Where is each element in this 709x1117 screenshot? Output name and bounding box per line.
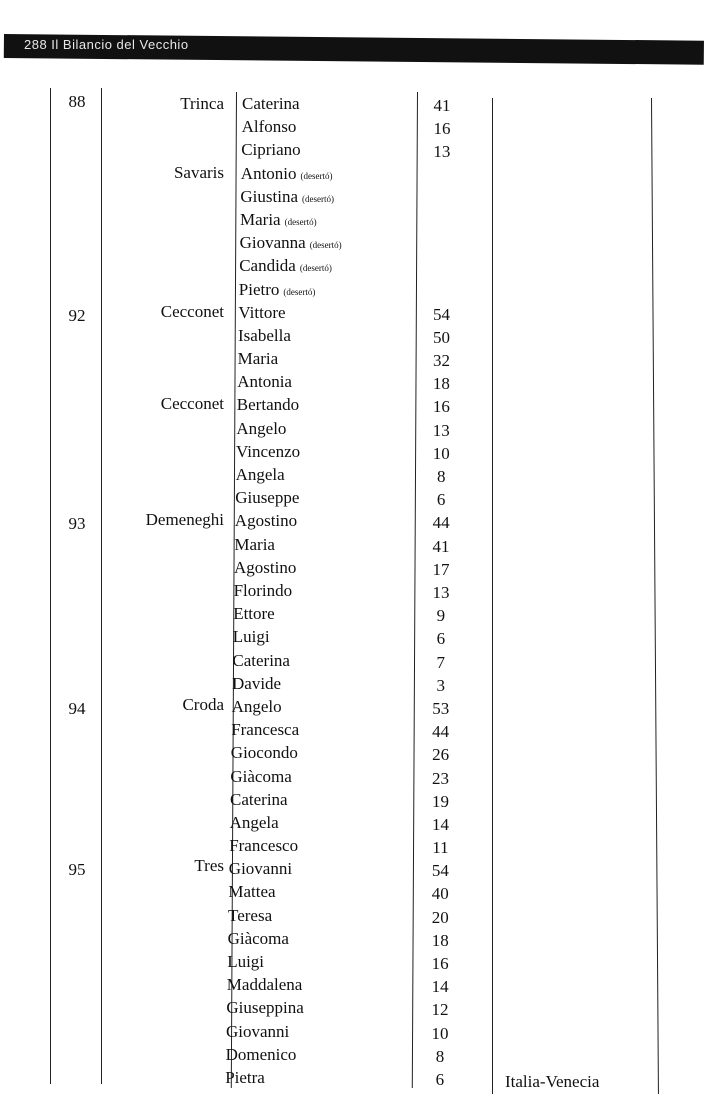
person-row	[233, 625, 270, 648]
given-name: Angela	[229, 812, 279, 832]
given-name: Giuseppe	[235, 488, 300, 508]
person-row	[230, 765, 291, 788]
person-row	[231, 718, 299, 741]
age-value: 16	[433, 119, 451, 139]
person-row	[236, 417, 286, 440]
given-name: Teresa	[228, 905, 273, 925]
age-value: 53	[432, 698, 450, 718]
person-row	[231, 741, 298, 764]
family-name: Croda	[182, 694, 224, 714]
age-value: 54	[431, 861, 449, 881]
age-value: 23	[432, 768, 450, 788]
page-header-text: 288 Il Bilancio del Vecchio	[24, 37, 189, 52]
age-value: 6	[436, 629, 446, 649]
person-row	[227, 950, 264, 973]
age-value: 16	[431, 954, 449, 974]
given-name: Giàcoma	[227, 928, 289, 948]
person-row	[235, 509, 297, 532]
person-row	[227, 973, 303, 996]
given-name: Giocondo	[230, 743, 298, 763]
age-value: 13	[433, 142, 451, 162]
age-value: 40	[431, 884, 449, 904]
age-value: 16	[432, 397, 450, 417]
age-value: 50	[433, 327, 450, 347]
column-divider-number	[101, 88, 102, 1084]
person-row	[239, 278, 316, 304]
person-row	[230, 811, 279, 834]
given-name: Bertando	[236, 395, 300, 415]
age-value: 18	[432, 374, 450, 394]
household-number: 94	[68, 698, 86, 718]
given-name: Caterina	[232, 650, 290, 670]
age-value: 44	[432, 722, 450, 742]
column-divider-age-left	[412, 92, 418, 1088]
family-name: Cecconet	[160, 394, 224, 414]
family-name: Tres	[194, 856, 224, 876]
given-name: Maria	[234, 534, 275, 554]
age-value: 32	[432, 351, 450, 371]
person-row	[240, 185, 334, 211]
person-row	[237, 370, 292, 393]
person-row	[239, 254, 332, 280]
age-value: 8	[436, 467, 446, 487]
given-name: Giàcoma	[230, 766, 292, 786]
given-name: Giovanna	[239, 233, 306, 253]
person-row	[230, 788, 288, 811]
person-row	[229, 857, 292, 880]
status-note: (desertó)	[300, 170, 333, 181]
age-value: 14	[431, 977, 449, 997]
age-value: 19	[432, 791, 449, 811]
person-row	[242, 92, 300, 115]
household-number: 95	[68, 860, 86, 880]
family-name: Savaris	[173, 163, 224, 183]
person-row	[234, 579, 293, 602]
age-value: 6	[436, 490, 446, 510]
age-value: 10	[431, 1023, 449, 1043]
given-name: Maddalena	[226, 975, 303, 995]
given-name: Alfonso	[241, 117, 297, 137]
given-name: Pietra	[225, 1067, 265, 1087]
person-row	[232, 695, 282, 718]
column-divider-left	[50, 88, 51, 1084]
given-name: Maria	[237, 349, 279, 369]
person-row	[228, 927, 289, 950]
person-row	[229, 834, 298, 857]
given-name: Isabella	[238, 325, 291, 345]
person-row	[238, 347, 279, 370]
age-value: 54	[433, 304, 451, 324]
age-value: 44	[432, 513, 450, 533]
person-row	[240, 208, 317, 234]
given-name: Pietro	[238, 279, 280, 299]
origin-label: Italia-Venecia	[505, 1072, 600, 1091]
given-name: Cipriano	[241, 140, 301, 160]
given-name: Caterina	[230, 789, 288, 809]
age-value: 26	[432, 745, 450, 765]
age-value: 18	[431, 930, 449, 950]
family-name: Demeneghi	[145, 509, 224, 529]
given-name: Maria	[240, 209, 281, 229]
given-name: Giuseppina	[226, 998, 304, 1018]
column-divider-age-right	[492, 98, 493, 1094]
age-value: 9	[436, 606, 446, 626]
age-value: 7	[436, 652, 446, 672]
age-value: 10	[432, 443, 450, 463]
family-name: Cecconet	[160, 301, 224, 321]
given-name: Caterina	[242, 94, 300, 113]
given-name: Candida	[239, 256, 296, 276]
given-name: Giovanni	[228, 859, 293, 879]
household-number: 92	[68, 305, 86, 325]
given-name: Giustina	[240, 186, 298, 206]
person-row	[226, 996, 303, 1019]
given-name: Ettore	[233, 604, 275, 624]
given-name: Florindo	[233, 580, 293, 600]
household-number: 88	[68, 92, 86, 111]
age-value: 8	[435, 1046, 445, 1066]
given-name: Mattea	[228, 882, 276, 902]
family-name: Trinca	[180, 94, 224, 113]
person-row	[226, 1043, 297, 1066]
person-row	[240, 231, 342, 257]
age-value: 11	[432, 838, 449, 858]
given-name: Francesca	[231, 720, 300, 740]
age-value: 14	[431, 814, 449, 834]
person-row	[233, 602, 275, 625]
given-name: Angela	[235, 465, 285, 485]
given-name: Angelo	[231, 696, 282, 716]
person-row	[237, 393, 299, 416]
person-row	[238, 301, 285, 324]
age-value: 13	[432, 582, 450, 602]
given-name: Francesco	[229, 836, 299, 856]
given-name: Davide	[232, 673, 282, 693]
given-name: Luigi	[232, 627, 270, 647]
person-row	[234, 533, 275, 556]
status-note: (desertó)	[283, 286, 316, 297]
person-row	[241, 162, 333, 188]
status-note: (desertó)	[299, 263, 332, 274]
column-divider-right	[651, 98, 659, 1094]
age-value: 41	[433, 96, 451, 115]
age-value: 17	[432, 559, 450, 579]
person-row	[232, 649, 290, 672]
given-name: Vittore	[238, 302, 286, 322]
given-name: Domenico	[225, 1044, 297, 1064]
person-row	[238, 324, 291, 347]
given-name: Agostino	[234, 557, 297, 577]
given-name: Agostino	[234, 511, 298, 531]
person-row	[235, 486, 299, 509]
given-name: Antonia	[237, 372, 292, 392]
given-name: Luigi	[227, 952, 265, 972]
person-row	[232, 672, 281, 695]
status-note: (desertó)	[284, 216, 317, 227]
given-name: Giovanni	[226, 1021, 290, 1041]
person-row	[241, 138, 301, 161]
given-name: Vincenzo	[236, 441, 301, 461]
age-value: 6	[435, 1069, 445, 1089]
household-number: 93	[68, 513, 86, 533]
age-value: 3	[436, 675, 445, 695]
given-name: Antonio	[240, 163, 297, 183]
person-row	[236, 463, 285, 486]
age-value: 41	[432, 536, 450, 556]
age-value: 20	[431, 907, 449, 927]
person-row	[226, 1020, 289, 1043]
age-value: 13	[432, 420, 450, 440]
person-row	[236, 440, 300, 463]
status-note: (desertó)	[302, 193, 334, 204]
age-value: 12	[431, 1000, 449, 1020]
person-row	[234, 556, 296, 579]
given-name: Angelo	[236, 418, 287, 438]
status-note: (desertó)	[309, 240, 342, 251]
person-row	[242, 115, 297, 138]
person-row	[228, 880, 275, 903]
person-row	[225, 1066, 265, 1089]
person-row	[228, 904, 272, 927]
